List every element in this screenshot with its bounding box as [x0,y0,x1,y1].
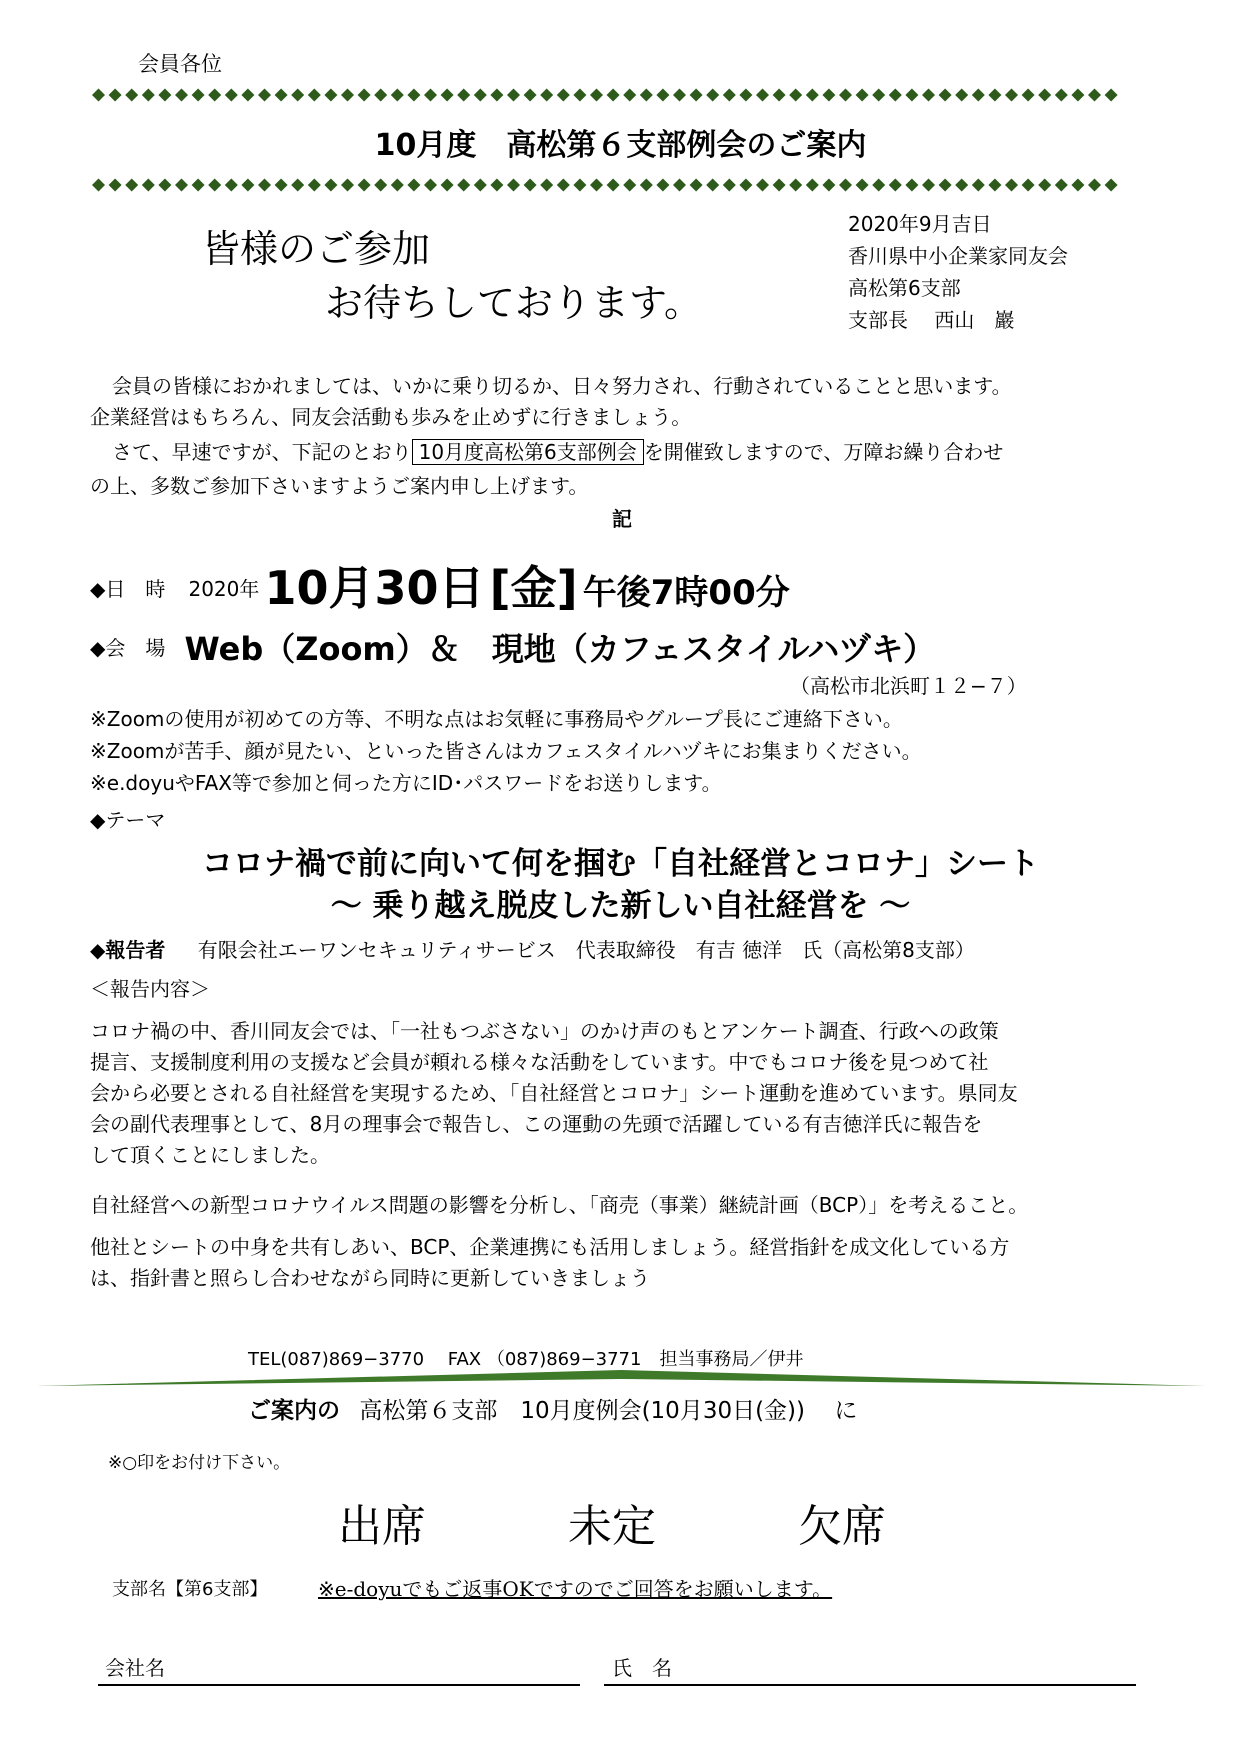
reporter-row [90,934,975,963]
diamond-ornament [623,179,636,192]
report-paragraph-3 [90,1232,1150,1294]
reporter-text: 有限会社エーワンセキュリティサービス 代表取締役 有吉 徳洋 氏（高松第8支部） [197,938,975,962]
diamond-ornament [125,89,138,102]
diamond-ornament [590,89,603,102]
diamond-ornament [739,89,752,102]
edoyu-note: ※e-doyuでもご返事OKですのでご回答をお願いします。 [318,1577,833,1601]
diamond-ornament [275,179,288,192]
diamond-ornament [158,179,171,192]
diamond-ornament [773,179,786,192]
diamond-ornament [507,89,520,102]
diamond-ornament [424,89,437,102]
report-p1-line: して頂くことにしました。 [90,1143,330,1167]
diamond-ornament [225,179,238,192]
contact-info: TEL(087)869−3770 FAX （087)869−3771 担当事務局／伊井 [248,1349,804,1370]
sender-chief: 支部長 西山 巖 [848,308,1015,332]
diamond-ornament [607,179,620,192]
diamond-ornament [1055,179,1068,192]
diamond-ornament [308,89,321,102]
report-p1-line: コロナ禍の中、香川同友会では、「一社もつぶさない」のかけ声のもとアンケート調査、行政への政策 [90,1019,999,1043]
diamond-ornament [557,89,570,102]
diamond-border-bottom [92,178,1120,192]
venue-label: ◆会 場 [90,636,166,660]
diamond-ornament [690,179,703,192]
report-p1-line: 提言、支援制度利用の支援など会員が頼れる様々な活動をしています。中でもコロナ後を見つめて社 [90,1050,989,1074]
diamond-ornament [955,89,968,102]
diamond-ornament [872,179,885,192]
diamond-ornament [92,89,105,102]
diamond-ornament [839,89,852,102]
diamond-ornament [922,89,935,102]
diamond-ornament [739,179,752,192]
diamond-ornament [374,89,387,102]
diamond-ornament [988,179,1001,192]
diamond-ornament [806,179,819,192]
event-date: 10月30日 [264,561,485,615]
diamond-ornament [905,89,918,102]
diamond-ornament [457,89,470,102]
diamond-ornament [407,89,420,102]
diamond-ornament [1005,179,1018,192]
diamond-ornament [391,179,404,192]
diamond-ornament [192,179,205,192]
diamond-ornament [275,89,288,102]
event-name-boxed: 10月度高松第6支部例会 [412,439,644,465]
reply-prefix: ご案内の [248,1398,340,1424]
diamond-ornament [640,179,653,192]
diamond-ornament [839,179,852,192]
report-p1-line: 会から必要とされる自社経営を実現するため、「自社経営とコロナ」シート運動を進めています。県同友 [90,1081,1018,1105]
name-label: 氏 名 [612,1656,672,1680]
diamond-ornament [706,179,719,192]
greeting-line-1: 皆様のご参加 [202,227,431,271]
diamond-ornament [158,89,171,102]
reporter-label: ◆報告者 [90,938,166,962]
diamond-ornament [92,179,105,192]
sender-org: 香川県中小企業家同友会 [848,244,1068,268]
diamond-ornament [241,179,254,192]
diamond-ornament [939,89,952,102]
diamond-ornament [723,89,736,102]
event-date-row [90,552,790,622]
diamond-ornament [590,179,603,192]
diamond-ornament [1105,179,1118,192]
intro-line-1 [112,370,1012,399]
intro-text-1: 会員の皆様におかれましては、いかに乗り切るか、日々努力され、行動されていることと思います。 [112,374,1012,398]
diamond-ornament [142,179,155,192]
diamond-ornament [656,179,669,192]
diamond-ornament [955,179,968,192]
diamond-ornament [258,179,271,192]
document-title: 10月度 高松第６支部例会のご案内 [374,128,867,163]
diamond-ornament [1005,89,1018,102]
diamond-ornament [407,179,420,192]
date-label: ◆日 時 [90,577,166,601]
date-year: 2020年 [188,577,260,601]
diamond-ornament [1088,89,1101,102]
venue-text: Web（Zoom）＆ 現地（カフェスタイルハヅキ） [184,630,936,668]
diamond-ornament [972,179,985,192]
diamond-ornament [656,89,669,102]
diamond-ornament [557,179,570,192]
diamond-ornament [607,89,620,102]
sender-branch: 高松第6支部 [848,276,961,300]
diamond-ornament [1022,89,1035,102]
diamond-ornament [208,179,221,192]
report-p1-line: 会の副代表理事として、8月の理事会で報告し、この運動の先頭で活躍している有吉徳洋氏に報告を [90,1112,983,1136]
intro-text-3a: さて、早速ですが、下記のとおり [112,440,412,464]
diamond-ornament [192,89,205,102]
theme-line-2: 〜 乗り越え脱皮した新しい自社経営を 〜 [330,888,911,924]
report-paragraph-1 [90,1016,1150,1171]
diamond-ornament [872,89,885,102]
diamond-ornament [723,179,736,192]
diamond-ornament [1071,89,1084,102]
diamond-ornament [1071,179,1084,192]
note-3: ※e.doyuやFAX等で参加と伺った方にID･パスワードをお送りします。 [90,771,722,795]
report-p3-line: 他社とシートの中身を共有しあい、BCP、企業連携にも活用しましょう。経営指針を成文化している方 [90,1235,1010,1259]
diamond-ornament [889,179,902,192]
diamond-ornament [822,89,835,102]
diamond-ornament [1038,89,1051,102]
intro-text-3b: を開催致しますので、万障お繰り合わせ [643,440,1004,464]
diamond-ornament [972,89,985,102]
diamond-ornament [1088,179,1101,192]
diamond-ornament [142,89,155,102]
option-undecided[interactable]: 未定 [568,1501,656,1552]
green-divider [36,1370,1206,1388]
note-2: ※Zoomが苦手、顔が見たい、といった皆さんはカフェスタイルハヅキにお集まりください。 [90,739,922,763]
note-1: ※Zoomの使用が初めての方等、不明な点はお気軽に事務局やグループ長にご連絡下さい。 [90,707,903,731]
diamond-ornament [1022,179,1035,192]
intro-text-4: の上、多数ご参加下さいますようご案内申し上げます。 [90,474,589,498]
reply-instruction: ※○印をお付け下さい。 [108,1453,291,1473]
event-time: 午後7時00分 [582,573,790,613]
diamond-ornament [756,89,769,102]
reply-event: 高松第６支部 10月度例会(10月30日(金)) [359,1398,806,1424]
intro-line-3 [112,436,1003,465]
diamond-ornament [225,89,238,102]
diamond-ornament [490,179,503,192]
diamond-ornament [441,89,454,102]
venue-address: （高松市北浜町１２−７） [790,674,1027,698]
diamond-ornament [507,179,520,192]
diamond-ornament [573,89,586,102]
report-p3-line: は、指針書と照らし合わせながら同時に更新していきましょう [90,1266,650,1290]
reply-line [248,1392,857,1425]
company-field-line[interactable] [98,1684,580,1686]
branch-label: 支部名【第6支部】 [112,1579,268,1600]
event-weekday: [金] [489,561,578,615]
diamond-ornament [706,89,719,102]
diamond-ornament [640,89,653,102]
diamond-ornament [690,89,703,102]
option-attend[interactable]: 出席 [338,1501,426,1552]
diamond-ornament [490,89,503,102]
diamond-ornament [988,89,1001,102]
diamond-ornament [623,89,636,102]
intro-line-2 [90,401,691,430]
diamond-ornament [125,179,138,192]
diamond-ornament [822,179,835,192]
venue-row [90,624,935,670]
diamond-ornament [457,179,470,192]
diamond-ornament [1038,179,1051,192]
diamond-ornament [806,89,819,102]
diamond-ornament [673,179,686,192]
diamond-ornament [258,89,271,102]
diamond-ornament [374,179,387,192]
diamond-ornament [474,179,487,192]
diamond-ornament [308,179,321,192]
diamond-ornament [109,89,122,102]
addressee: 会員各位 [138,52,222,76]
intro-text-2: 企業経営はもちろん、同友会活動も歩みを止めずに行きましょう。 [90,405,692,429]
diamond-ornament [291,89,304,102]
diamond-ornament [540,179,553,192]
theme-label: ◆テーマ [90,808,166,832]
diamond-ornament [358,179,371,192]
diamond-ornament [358,89,371,102]
greeting-line-2: お待ちしております。 [325,281,702,325]
diamond-ornament [573,179,586,192]
diamond-ornament [208,89,221,102]
diamond-ornament [324,179,337,192]
diamond-ornament [524,179,537,192]
diamond-ornament [324,89,337,102]
diamond-ornament [773,89,786,102]
diamond-ornament [756,179,769,192]
report-paragraph-2 [90,1190,1150,1220]
diamond-ornament [341,179,354,192]
option-absent[interactable]: 欠席 [798,1501,886,1552]
diamond-ornament [922,179,935,192]
diamond-ornament [789,89,802,102]
diamond-ornament [474,89,487,102]
diamond-ornament [175,179,188,192]
diamond-ornament [291,179,304,192]
diamond-ornament [673,89,686,102]
diamond-border-top [92,88,1120,102]
diamond-ornament [341,89,354,102]
ki-mark: 記 [612,507,632,531]
diamond-ornament [789,179,802,192]
diamond-ornament [939,179,952,192]
diamond-ornament [175,89,188,102]
reply-suffix: に [834,1398,858,1424]
intro-line-4 [90,470,588,499]
diamond-ornament [889,89,902,102]
diamond-ornament [1055,89,1068,102]
diamond-ornament [856,89,869,102]
diamond-ornament [109,179,122,192]
diamond-ornament [540,89,553,102]
report-p2-line: 自社経営への新型コロナウイルス問題の影響を分析し、「商売（事業）継続計画（BCP）」を考えること。 [90,1193,1029,1217]
diamond-ornament [856,179,869,192]
theme-line-1: コロナ禍で前に向いて何を掴む「自社経営とコロナ」シート [202,846,1039,882]
sender-date: 2020年9月吉日 [848,212,992,236]
company-label: 会社名 [105,1656,165,1680]
diamond-ornament [424,179,437,192]
name-field-line[interactable] [604,1684,1136,1686]
diamond-ornament [391,89,404,102]
sender-block [848,208,1068,336]
diamond-ornament [905,179,918,192]
diamond-ornament [441,179,454,192]
diamond-ornament [1105,89,1118,102]
diamond-ornament [524,89,537,102]
report-heading: ＜報告内容＞ [90,977,210,1001]
diamond-ornament [241,89,254,102]
